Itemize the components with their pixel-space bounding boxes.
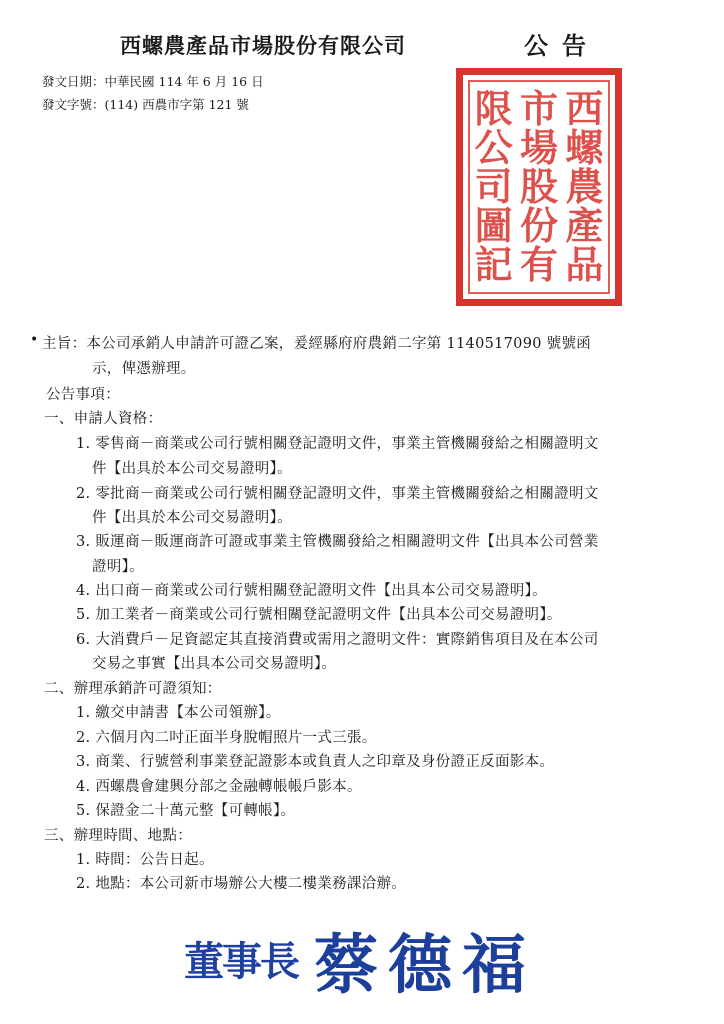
- seal-char: 份: [519, 203, 558, 249]
- document-number: [42, 95, 249, 113]
- list-item: 4. 出口商－商業或公司行號相關登記證明文件【出具本公司交易證明】。: [76, 583, 547, 599]
- seal-column: [565, 85, 604, 288]
- list-item-continuation: 交易之事實【出具本公司交易證明】。: [92, 656, 337, 672]
- section-heading: 三、辦理時間、地點：: [44, 828, 192, 844]
- company-seal-stamp: [456, 68, 622, 306]
- seal-char: 股: [519, 163, 558, 209]
- list-item: 2. 六個月內二吋正面半身脫帽照片一式三張。: [76, 730, 377, 746]
- list-item: 2. 地點：本公司新市場辦公大樓二樓業務課洽辦。: [76, 876, 407, 892]
- issue-date: [42, 72, 264, 90]
- seal-char: 限: [474, 85, 513, 131]
- seal-char: 產: [565, 203, 604, 249]
- list-item: 5. 加工業者－商業或公司行號相關登記證明文件【出具本公司交易證明】。: [76, 607, 562, 623]
- seal-char: 有: [519, 242, 558, 288]
- seal-char: 西: [565, 85, 604, 131]
- seal-char: 場: [519, 124, 558, 170]
- seal-char: 圖: [474, 203, 513, 249]
- document-number-value: (114) 西農市字第 121 號: [104, 97, 249, 112]
- issue-date-value: 中華民國 114 年 6 月 16 日: [104, 74, 264, 89]
- seal-char: 司: [474, 163, 513, 209]
- seal-column: [519, 85, 558, 288]
- list-item: 1. 時間：公告日起。: [76, 852, 214, 868]
- list-item-continuation: 件【出具於本公司交易證明】。: [92, 461, 292, 477]
- list-item: 3. 販運商－販運商許可證或事業主管機關發給之相關證明文件【出具本公司營業: [76, 534, 599, 550]
- section-heading: 二、辦理承銷許可證須知：: [44, 681, 222, 697]
- list-item: 5. 保證金二十萬元整【可轉帳】。: [76, 803, 296, 819]
- seal-char: 公: [474, 124, 513, 170]
- list-item: 1. 繳交申請書【本公司領辦】。: [76, 705, 281, 721]
- bullet-dot: •: [30, 332, 39, 348]
- issue-date-label: 發文日期：: [42, 74, 105, 89]
- items-heading: 公告事項：: [46, 387, 120, 403]
- seal-char: 農: [565, 163, 604, 209]
- list-item: 6. 大消費戶－足資認定其直接消費或需用之證明文件：實際銷售項目及在本公司: [76, 632, 599, 648]
- seal-char: 記: [474, 242, 513, 288]
- seal-char: 市: [519, 85, 558, 131]
- subject-line: 示，俾憑辦理。: [92, 361, 196, 377]
- list-item-continuation: 件【出具於本公司交易證明】。: [92, 510, 292, 526]
- seal-char: 螺: [565, 124, 604, 170]
- list-item: 1. 零售商－商業或公司行號相關登記證明文件，事業主管機關發給之相關證明文: [76, 436, 599, 452]
- section-heading: 一、申請人資格：: [44, 411, 163, 427]
- seal-char: 品: [565, 242, 604, 288]
- list-item: 4. 西螺農會建興分部之金融轉帳帳戶影本。: [76, 779, 362, 795]
- signature-title: 董事長: [184, 938, 298, 985]
- signature-name: 蔡德福: [314, 928, 536, 1003]
- subject-line: 主旨：本公司承銷人申請許可證乙案，爰經縣府府農銷二字第 1140517090 號號函: [42, 336, 592, 352]
- list-item: 3. 商業、行號營利事業登記證影本或負責人之印章及身份證正反面影本。: [76, 754, 555, 770]
- seal-column: [474, 85, 513, 288]
- document-number-label: 發文字號：: [42, 97, 105, 112]
- list-item: 2. 零批商－商業或公司行號相關登記證明文件，事業主管機關發給之相關證明文: [76, 486, 599, 502]
- chairman-signature-stamp: [184, 912, 536, 1003]
- company-name: 西螺農產品市場股份有限公司: [120, 34, 406, 58]
- list-item-continuation: 證明】。: [92, 559, 144, 575]
- notice-title: 公告: [524, 32, 600, 60]
